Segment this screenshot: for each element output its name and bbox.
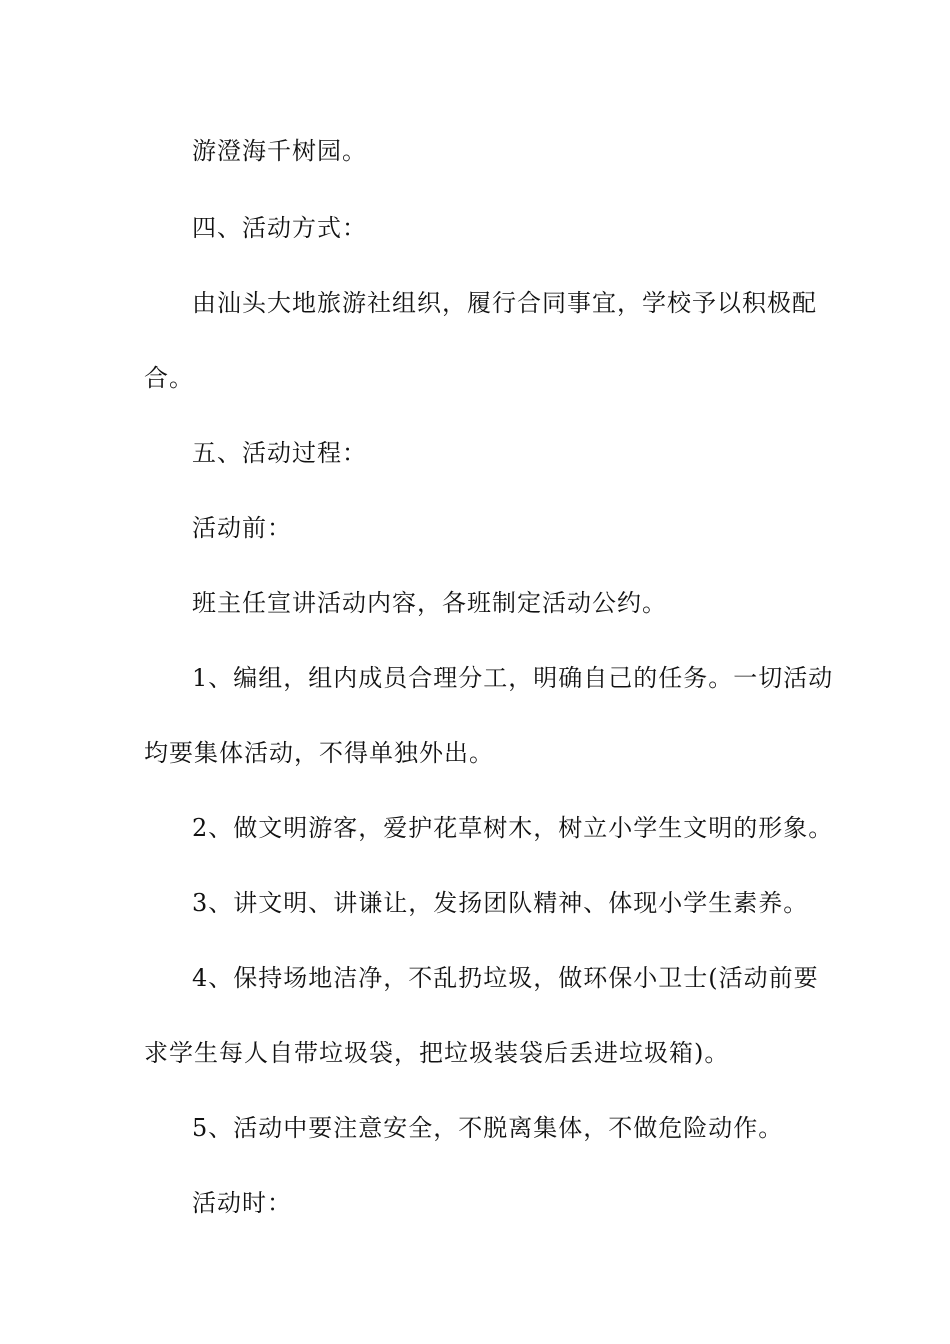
subheading: 活动前：	[192, 514, 292, 542]
list-item: 5、活动中要注意安全，不脱离集体，不做危险动作。	[192, 1114, 784, 1142]
section-heading: 四、活动方式：	[192, 214, 367, 242]
list-item: 3、讲文明、讲谦让，发扬团队精神、体现小学生素养。	[192, 889, 809, 917]
section-heading: 五、活动过程：	[192, 439, 367, 467]
paragraph-line: 求学生每人自带垃圾袋，把垃圾装袋后丢进垃圾箱)。	[144, 1039, 730, 1067]
paragraph-line: 合。	[144, 364, 194, 392]
list-item: 4、保持场地洁净，不乱扔垃圾，做环保小卫士(活动前要	[192, 964, 819, 992]
paragraph-line: 由汕头大地旅游社组织，履行合同事宜，学校予以积极配	[192, 289, 817, 317]
list-item: 1、编组，组内成员合理分工，明确自己的任务。一切活动	[192, 664, 834, 692]
subheading: 活动时：	[192, 1189, 292, 1217]
paragraph-line: 班主任宣讲活动内容，各班制定活动公约。	[192, 589, 667, 617]
paragraph-line: 均要集体活动，不得单独外出。	[144, 739, 494, 767]
paragraph-line: 游澄海千树园。	[192, 137, 367, 165]
list-item: 2、做文明游客，爱护花草树木，树立小学生文明的形象。	[192, 814, 834, 842]
